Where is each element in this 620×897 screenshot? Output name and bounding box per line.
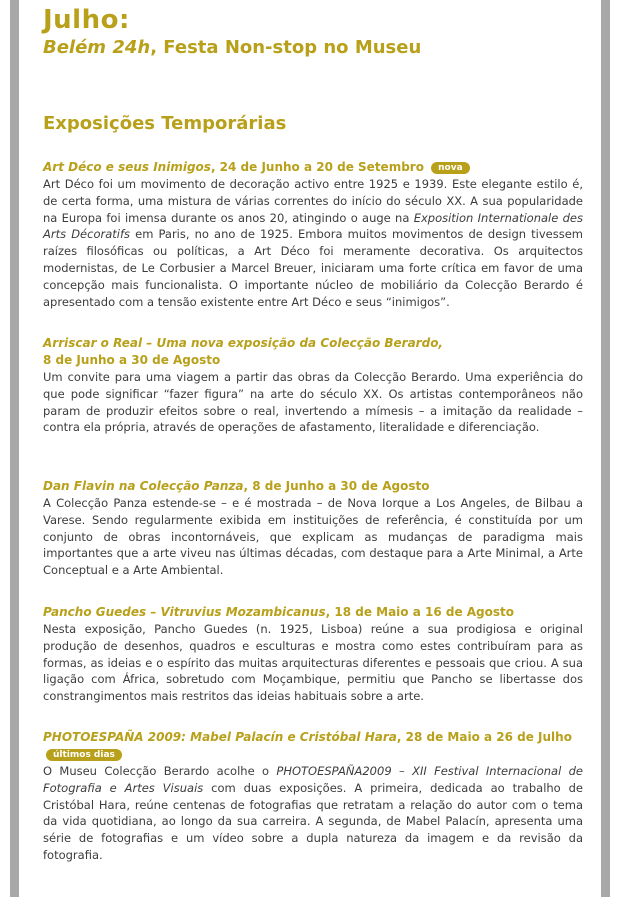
last-days-badge: últimos dias (46, 749, 122, 761)
exhibition-title (43, 335, 583, 369)
exhibition-dates: , 24 de Junho a 20 de Setembro (210, 160, 424, 174)
event-name: Belém 24h (43, 37, 151, 58)
right-frame-bar (601, 0, 610, 897)
exhibition-description: A Colecção Panza estende-se – e é mostrada – de Nova Iorque a Los Angeles, de Bilbau a Varese. Sendo regularmente exibida em instituições de referência, é constituída por um conjunto de obras incontornáveis, que explicam as mudanças de paradigma mais importantes que a arte viveu nas últimas décadas, com destaque para a Arte Minimal, a Arte Conceptual e a Arte Ambiental. (43, 496, 583, 578)
exhibition-name: Arriscar o Real – Uma nova exposição da Colecção Berardo, (43, 336, 443, 350)
exhibition-name: Pancho Guedes – Vitruvius Mozambicanus (43, 605, 326, 619)
event-subtitle (43, 37, 421, 59)
section-title: Exposições Temporárias (43, 113, 287, 134)
exhibition-description: Um convite para uma viagem a partir das obras da Colecção Berardo. Uma experiência do que pode significar “fazer figura” na arte do século XX. Os artistas contemporâneos não param de produzir efeitos sobre o real, invertendo a mímesis – a imitação da realidade – contra ela própria, através de operações de afastamento, literalidade e diferenciação. (43, 370, 583, 435)
exhibition-dates: , 18 de Maio a 16 de Agosto (325, 605, 515, 619)
left-frame-bar (10, 0, 19, 897)
exhibition-photoespana (43, 729, 583, 864)
exhibition-title (43, 729, 583, 763)
exhibition-pancho-guedes (43, 604, 583, 705)
exhibition-dan-flavin (43, 478, 583, 579)
exhibition-dates: , 28 de Maio a 26 de Julho (396, 730, 572, 744)
exhibition-description: Art Déco foi um movimento de decoração activo entre 1925 e 1939. Este elegante estilo é, de certa forma, uma mistura de várias correntes do início do século XX. A sua popularidade na Europa foi imensa durante os anos 20, atingindo o auge na Exposition Internationale des Arts Décoratifs em Paris, no ano de 1925. Embora muitos movimentos de design tivessem raízes filosóficas ou políticas, a Art Déco foi meramente decorativa. Os arquitectos modernistas, de Le Corbusier a Marcel Breuer, iniciaram uma forte crítica em favor de uma concepção mais funcionalista. O importante núcleo de mobiliário da Colecção Berardo é apresentado com a tensão existente entre Art Déco e seus “inimigos”. (43, 177, 584, 309)
exhibition-name: Art Déco e seus Inimigos (43, 160, 211, 174)
exhibition-title (43, 604, 583, 621)
exhibition-dates: , 8 de Junho a 30 de Agosto (243, 479, 430, 493)
month-heading: Julho: (43, 5, 130, 35)
exhibition-description: O Museu Colecção Berardo acolhe o PHOTOESPAÑA2009 – XII Festival Internacional de Fotografia e Artes Visuais com duas exposições. A primeira, dedicada ao trabalho de Cristóbal Hara, reúne centenas de fotografias que retratam a relação do autor com o tema da vida quotidiana, ao longo da sua carreira. A segunda, de Mabel Palacín, apresenta uma série de fotografias e um vídeo sobre a dupla natureza da imagem e da revisão da fotografia. (43, 764, 584, 862)
exhibition-name: Dan Flavin na Colecção Panza (43, 479, 244, 493)
event-description: , Festa Non-stop no Museu (150, 37, 422, 58)
exhibition-title (43, 159, 583, 176)
exhibition-description: Nesta exposição, Pancho Guedes (n. 1925, Lisboa) reúne a sua prodigiosa e original produção de desenhos, quadros e esculturas e mostra como estes contribuíram para as formas, as ideias e o espírito das muitas arquitecturas diferentes e pessoais que criou. A sua ligação com África, sobretudo com Moçambique, permitiu que Pancho se libertasse dos constrangimentos mais restritos das ideias habituais sobre a arte. (43, 622, 583, 704)
exhibition-arriscar-o-real (43, 335, 583, 436)
exhibition-name: PHOTOESPAÑA 2009: Mabel Palacín e Cristóbal Hara (43, 730, 397, 744)
new-badge: nova (431, 162, 470, 174)
exhibition-art-deco (43, 159, 583, 310)
exhibition-dates: 8 de Junho a 30 de Agosto (43, 353, 221, 367)
exhibition-title (43, 478, 583, 495)
